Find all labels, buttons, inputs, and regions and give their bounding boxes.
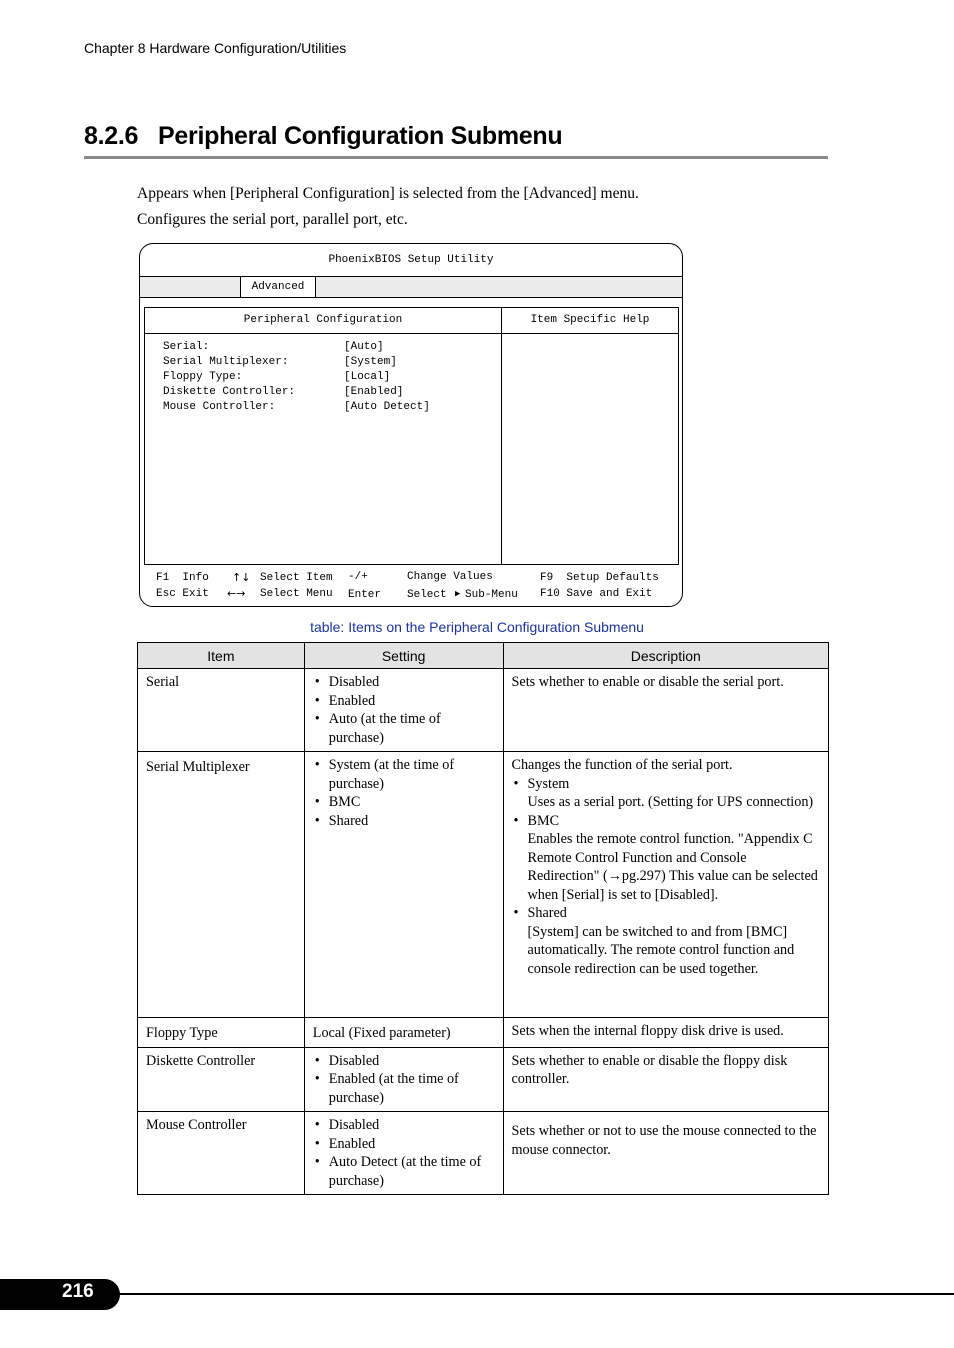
intro-line-1: Appears when [Peripheral Configuration] is selected from the [Advanced] menu. bbox=[137, 185, 639, 202]
option-text: [System] can be switched to and from [BMC] automatically. The remote control function and console redirection can be used together. bbox=[527, 923, 795, 977]
f1-info: F1 Info bbox=[156, 572, 209, 584]
help-title: Item Specific Help bbox=[502, 308, 678, 334]
panel-title: Peripheral Configuration bbox=[145, 308, 501, 334]
setting-label: Serial Multiplexer: bbox=[163, 356, 289, 368]
setting-option: • Enabled bbox=[313, 1135, 495, 1154]
setting-cell bbox=[304, 752, 503, 1018]
chapter-header: Chapter 8 Hardware Configuration/Utilities bbox=[84, 40, 347, 56]
setting-option: • Enabled (at the time of purchase) bbox=[313, 1070, 495, 1107]
tab-advanced[interactable]: Advanced bbox=[240, 277, 316, 297]
items-table bbox=[137, 642, 829, 1195]
table-row bbox=[138, 669, 829, 752]
description-cell bbox=[503, 752, 829, 1018]
column-header: Setting bbox=[304, 643, 503, 669]
description-intro: Changes the function of the serial port. bbox=[511, 757, 733, 773]
f9-setup-defaults: F9 Setup Defaults bbox=[540, 572, 659, 584]
up-down-arrows-icon: ↑↓ bbox=[232, 571, 251, 584]
description-cell: Sets whether to enable or disable the floppy disk controller. bbox=[503, 1047, 829, 1112]
enter-key: Enter bbox=[348, 589, 382, 601]
column-header: Description bbox=[503, 643, 829, 669]
setting-cell: Local (Fixed parameter) bbox=[304, 1018, 503, 1048]
option-name: Shared bbox=[527, 905, 567, 921]
bios-footer bbox=[140, 572, 682, 606]
setting-label: Diskette Controller: bbox=[163, 386, 296, 398]
table-row bbox=[138, 1047, 829, 1112]
setting-option: • Enabled bbox=[313, 692, 495, 711]
triangle-right-icon: ▶ bbox=[455, 589, 461, 599]
setting-option: • BMC bbox=[313, 793, 495, 812]
page-number-tab bbox=[0, 1279, 120, 1310]
setting-value: [Auto Detect] bbox=[344, 401, 430, 413]
item-cell: Floppy Type bbox=[138, 1018, 305, 1048]
item-cell: Diskette Controller bbox=[138, 1047, 305, 1112]
setting-label: Mouse Controller: bbox=[163, 401, 276, 413]
description-option bbox=[512, 904, 821, 978]
select-item-label: Select Item bbox=[260, 572, 333, 584]
section-title: 8.2.6 Peripheral Configuration Submenu bbox=[84, 122, 563, 150]
description-cell: Sets whether to enable or disable the serial port. bbox=[503, 669, 829, 752]
description-option bbox=[512, 775, 821, 812]
item-cell: Serial Multiplexer bbox=[138, 752, 305, 1018]
setting-cell bbox=[304, 669, 503, 752]
setting-diskette-controller[interactable] bbox=[163, 385, 430, 400]
option-name: System bbox=[527, 775, 570, 792]
setting-cell bbox=[304, 1112, 503, 1195]
setting-cell bbox=[304, 1047, 503, 1112]
settings-list bbox=[163, 340, 430, 415]
setting-value: [Auto] bbox=[344, 341, 384, 353]
description-option bbox=[512, 812, 821, 905]
item-cell: Mouse Controller bbox=[138, 1112, 305, 1195]
bios-screen bbox=[139, 243, 683, 607]
description-cell: Sets whether or not to use the mouse connected to the mouse connector. bbox=[503, 1112, 829, 1195]
setting-option: • Shared bbox=[313, 812, 495, 831]
change-values-label: Change Values bbox=[407, 571, 493, 583]
page-number: 216 bbox=[62, 1281, 94, 1302]
footer-rule bbox=[118, 1293, 954, 1295]
select-label: Select bbox=[407, 589, 447, 601]
setting-option: • Auto Detect (at the time of purchase) bbox=[313, 1153, 495, 1190]
setting-option: • Disabled bbox=[313, 1052, 495, 1071]
option-text: Uses as a serial port. (Setting for UPS connection) bbox=[527, 794, 814, 810]
setting-option: • Auto (at the time of purchase) bbox=[313, 710, 495, 747]
sub-menu-label: Sub-Menu bbox=[465, 589, 518, 601]
setting-serial-multiplexer[interactable] bbox=[163, 355, 430, 370]
setting-serial[interactable] bbox=[163, 340, 430, 355]
left-right-arrows-icon: ←→ bbox=[227, 587, 246, 600]
table-row bbox=[138, 1112, 829, 1195]
setting-value: [Enabled] bbox=[344, 386, 404, 398]
description-cell: Sets when the internal floppy disk drive is used. bbox=[503, 1018, 829, 1048]
table-header-row bbox=[138, 643, 829, 669]
title-underline bbox=[84, 156, 828, 159]
table-row bbox=[138, 752, 829, 1018]
option-text: Enables the remote control function. "Appendix C Remote Control Function and Console Redirection" (→pg.297) This value can be selected when [Serial] is set to [Disabled]. bbox=[527, 831, 818, 903]
setting-option: • System (at the time of purchase) bbox=[313, 756, 495, 793]
f10-save-exit: F10 Save and Exit bbox=[540, 588, 653, 600]
settings-panel bbox=[144, 307, 502, 565]
column-header: Item bbox=[138, 643, 305, 669]
setting-label: Serial: bbox=[163, 341, 210, 353]
option-name: BMC bbox=[527, 812, 560, 829]
setting-floppy-type[interactable] bbox=[163, 370, 430, 385]
table-row bbox=[138, 1018, 829, 1048]
setting-value: [System] bbox=[344, 356, 397, 368]
bios-menubar bbox=[140, 276, 682, 298]
select-menu-label: Select Menu bbox=[260, 588, 333, 600]
esc-exit: Esc Exit bbox=[156, 588, 209, 600]
intro-line-2: Configures the serial port, parallel port, etc. bbox=[137, 211, 408, 228]
bios-title: PhoenixBIOS Setup Utility bbox=[328, 254, 494, 266]
setting-mouse-controller[interactable] bbox=[163, 400, 430, 415]
setting-value: [Local] bbox=[344, 371, 391, 383]
setting-option: • Disabled bbox=[313, 1116, 495, 1135]
help-panel bbox=[501, 307, 679, 565]
setting-option: • Disabled bbox=[313, 673, 495, 692]
table-caption: table: Items on the Peripheral Configuration Submenu bbox=[310, 619, 644, 635]
item-cell: Serial bbox=[138, 669, 305, 752]
setting-label: Floppy Type: bbox=[163, 371, 243, 383]
minus-plus-key: -/+ bbox=[348, 571, 368, 583]
